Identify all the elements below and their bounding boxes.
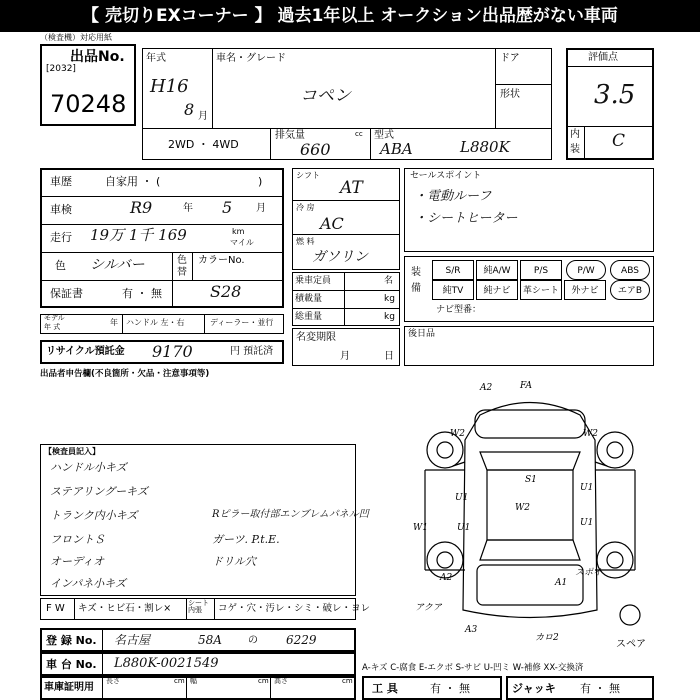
name-label: 車名・グレード xyxy=(216,53,286,64)
mark-u1-lower-right: U1 xyxy=(580,518,594,528)
model-year-year: 年 xyxy=(110,318,118,327)
displacement-label: 排気量 xyxy=(275,130,305,141)
mark-a2-front: A2 xyxy=(480,383,493,393)
tools-options: 有 ・ 無 xyxy=(430,682,470,695)
displacement-value: 660 xyxy=(300,140,331,159)
model-prefix: ABA xyxy=(380,140,413,158)
warranty-options: 有 ・ 無 xyxy=(122,287,162,300)
shift-value: AT xyxy=(340,178,363,198)
ac-label: 冷 房 xyxy=(296,203,315,212)
cert-length: 長さ xyxy=(106,677,120,685)
dealer-options: ディーラー・並行 xyxy=(210,318,274,327)
inspector-line-4: オーディオ xyxy=(50,555,105,568)
mark-w2-left: W2 xyxy=(450,429,465,439)
history-close: ) xyxy=(258,175,263,188)
equip-outer-navi: 外ナビ xyxy=(564,280,606,300)
damage-legend: A-キズ C-腐食 E-エクボ S-サビ U-凹ミ W-補修 XX-交換済 xyxy=(362,663,584,673)
model-label: 型式 xyxy=(374,130,394,141)
year-month: 8 xyxy=(184,100,195,119)
warranty-label: 保証書 xyxy=(50,287,83,300)
lot-number: 70248 xyxy=(50,90,127,118)
mark-aqua: アクア xyxy=(415,603,442,613)
mark-u1-right: U1 xyxy=(580,483,594,493)
recycle-unit: 円 預託済 xyxy=(230,346,274,357)
handle-options: ハンドル 左・右 xyxy=(126,318,185,327)
mark-karo: カロ2 xyxy=(535,633,559,643)
inspector-line-2: トランク内小キズ xyxy=(50,509,138,522)
shaken-month-label: 月 xyxy=(256,203,266,214)
sales-point-0: ・電動ルーフ xyxy=(414,189,492,204)
fw-text: キズ・ヒビ石・割レ× xyxy=(78,603,172,614)
name-value: コペン xyxy=(300,86,351,106)
header-note: （検査機）対応用紙 xyxy=(40,33,112,42)
lot-sub: [2032] xyxy=(46,64,76,74)
cert-width-unit: cm xyxy=(258,677,269,685)
jack-options: 有 ・ 無 xyxy=(580,682,620,695)
spare-label: スペア xyxy=(616,639,646,650)
door-label: ドア xyxy=(500,53,520,64)
capacity-label-2: 総重量 xyxy=(295,312,323,322)
mark-a3: A3 xyxy=(465,625,478,635)
equip-jun-tv: 純TV xyxy=(432,280,474,300)
banner-title: 【 売切りEXコーナー 】 過去1年以上 オークション出品歴がない車両 xyxy=(0,0,700,32)
registration-label: 登 録 No. xyxy=(46,634,97,647)
equip-pw: P/W xyxy=(566,260,606,280)
score-value: 3.5 xyxy=(594,80,636,110)
equipment-label-1: 装 xyxy=(411,267,421,278)
mark-a1: A1 xyxy=(555,578,568,588)
ac-value: AC xyxy=(320,214,344,233)
equip-sr: S/R xyxy=(432,260,474,280)
chassis-value: L880K-0021549 xyxy=(114,656,219,671)
color-value: シルバー xyxy=(90,257,145,273)
name-change-month: 月 xyxy=(340,351,350,362)
capacity-unit-0: 名 xyxy=(384,276,394,286)
fuel-value: ガソリン xyxy=(312,249,368,265)
equip-jun-navi: 純ナビ xyxy=(476,280,518,300)
model-value: L880K xyxy=(460,138,510,156)
mileage-km: km xyxy=(232,227,245,236)
history-value: 自家用 ・ ( xyxy=(105,175,161,188)
interior-value: C xyxy=(612,131,626,151)
displacement-unit: cc xyxy=(355,130,363,138)
capacity-label-0: 乗車定員 xyxy=(295,276,332,286)
lot-label: 出品No. xyxy=(70,49,125,65)
equip-ps: P/S xyxy=(520,260,562,280)
registration-place: 名古屋 xyxy=(114,633,151,647)
score-label: 評価点 xyxy=(588,52,618,63)
fuel-label: 燃 料 xyxy=(296,237,315,246)
cert-width: 幅 xyxy=(190,677,197,685)
shaken-month: 5 xyxy=(222,198,233,217)
mileage-label: 走行 xyxy=(50,231,72,244)
inspector-label: 【検査員記入】 xyxy=(44,447,100,456)
sales-point-1: ・シートヒーター xyxy=(414,211,518,226)
mileage-value: 19万 1千 169 xyxy=(90,226,187,244)
navi-model-label: ナビ型番： xyxy=(436,305,482,315)
interior-label-2: 装 xyxy=(570,144,580,155)
seat-text: コゲ・穴・汚レ・シミ・破レ・ヨレ xyxy=(218,603,371,614)
mileage-mile: マイル xyxy=(230,238,254,247)
mark-u1-lower: U1 xyxy=(457,523,471,533)
mark-fa: FA xyxy=(520,381,532,391)
mark-u1-left: U1 xyxy=(455,493,469,503)
shift-label: シフト xyxy=(296,171,320,180)
inspector-line-1: ステアリングーキズ xyxy=(50,485,148,498)
history-label: 車歴 xyxy=(50,175,72,188)
inspector-right-2: ドリル穴 xyxy=(212,555,256,568)
cert-height: 高さ xyxy=(274,677,288,685)
inspector-right-1: ガーツ. P.t.E. xyxy=(212,533,280,546)
sales-points-label: セールスポイント xyxy=(410,171,482,181)
defects-header: 出品者申告欄(不良箇所・欠品・注意事項等) xyxy=(40,369,210,379)
tools-label: 工 具 xyxy=(372,682,398,695)
model-year-label-2: 年 式 xyxy=(44,323,61,331)
mark-s1: S1 xyxy=(525,475,537,485)
mark-w1: W1 xyxy=(413,523,428,533)
color-no-label: カラーNo. xyxy=(198,255,245,266)
registration-number: 6229 xyxy=(286,633,317,647)
certificate-label: 車庫証明用 xyxy=(44,682,94,693)
cert-height-unit: cm xyxy=(342,677,353,685)
shaken-label: 車検 xyxy=(50,203,72,216)
inspector-line-0: ハンドル小キズ xyxy=(50,461,127,474)
fw-label: F W xyxy=(46,603,65,614)
year-value: H16 xyxy=(150,76,189,97)
equip-leather-seat: 革シート xyxy=(520,280,562,300)
mark-w2-right: W2 xyxy=(583,429,598,439)
mark-spoiler: スポイ xyxy=(575,568,603,578)
cert-length-unit: cm xyxy=(174,677,185,685)
color-label: 色 xyxy=(55,259,66,272)
model-year-label-1: モデル xyxy=(44,314,65,322)
inspector-line-5: インパネ小キズ xyxy=(50,577,127,590)
color-change-2: 替 xyxy=(177,267,187,278)
capacity-label-1: 積載量 xyxy=(295,294,323,304)
shaken-era: R9 xyxy=(130,198,153,217)
equip-jun-aw: 純A/W xyxy=(476,260,518,280)
back-date-label: 後日品 xyxy=(408,329,436,339)
recycle-value: 9170 xyxy=(152,342,193,361)
jack-label: ジャッキ xyxy=(512,682,556,695)
drive-options: 2WD ・ 4WD xyxy=(168,138,239,151)
month-label: 月 xyxy=(198,111,208,122)
name-change-label: 名変期限 xyxy=(296,332,336,343)
equip-abs: ABS xyxy=(610,260,650,280)
year-label: 年式 xyxy=(146,53,166,64)
shaken-year-label: 年 xyxy=(183,203,193,214)
color-no-value: S28 xyxy=(210,282,242,301)
equipment-label-2: 備 xyxy=(411,283,421,294)
equip-airbag: エアB xyxy=(610,280,650,300)
mark-a2-rear: A2 xyxy=(440,573,453,583)
registration-kana: の xyxy=(248,635,258,646)
seat-label: シート 内張 xyxy=(188,599,209,614)
color-change-1: 色 xyxy=(177,255,187,266)
name-change-day: 日 xyxy=(384,351,394,362)
mark-w2-center: W2 xyxy=(515,503,530,513)
car-damage-diagram xyxy=(405,370,655,643)
inspector-line-3: フロントＳ xyxy=(50,533,105,546)
capacity-unit-2: kg xyxy=(384,312,395,322)
recycle-label: リサイクル預託金 xyxy=(46,346,125,357)
back-date-box xyxy=(404,326,654,366)
inspector-right-0: Rピラー取付部エンブレムパネル凹 xyxy=(212,509,369,520)
registration-class: 58A xyxy=(198,633,222,647)
capacity-unit-1: kg xyxy=(384,294,395,304)
interior-label-1: 内 xyxy=(570,129,580,140)
shape-label: 形状 xyxy=(500,89,520,100)
chassis-label: 車 台 No. xyxy=(46,658,97,671)
